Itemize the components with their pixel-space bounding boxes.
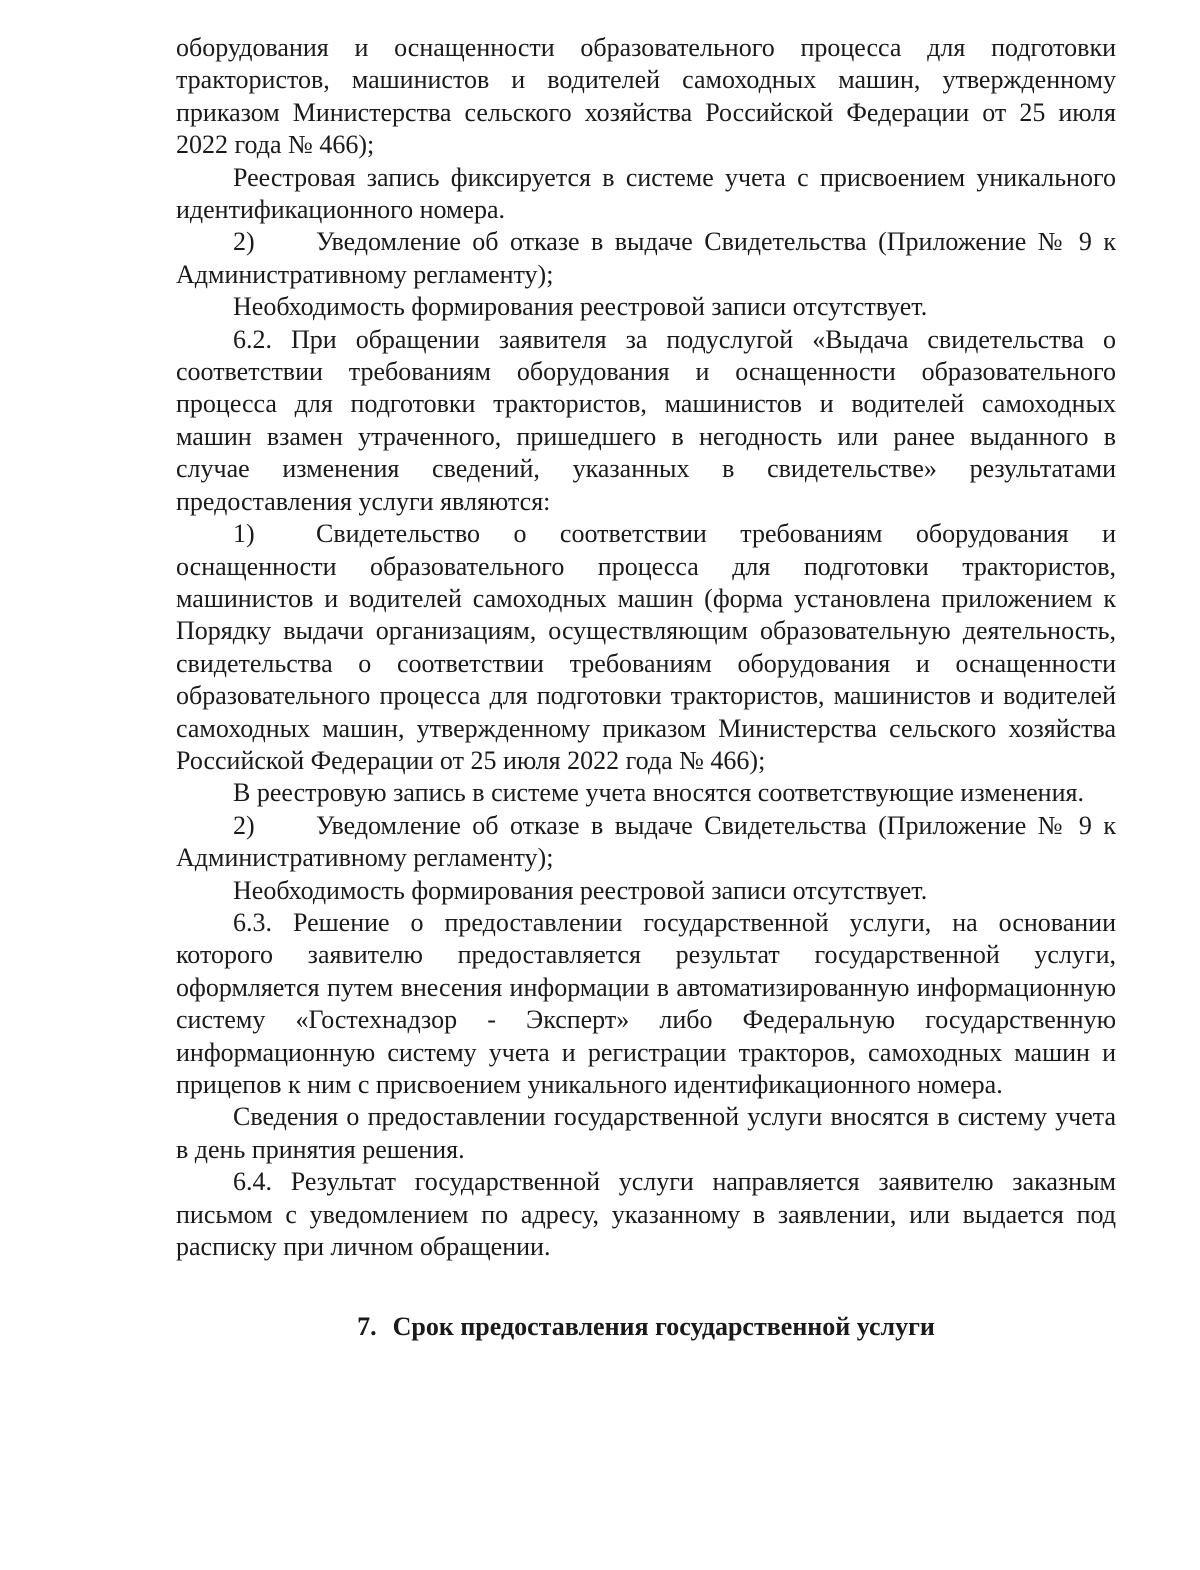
list-item-certificate [176,518,1116,777]
list-item-number: 2) [233,227,255,257]
list-item-number: 1) [233,519,255,549]
section-heading [176,1311,1116,1343]
list-item-text: Уведомление об отказе в выдаче Свидетельства (Приложение № 9 к Административному регламенту); [176,227,1116,289]
section-title: Срок предоставления государственной услуги [392,1312,935,1342]
list-item-refusal-notice-2 [176,810,1116,875]
list-item-refusal-notice-1 [176,226,1116,291]
document-page [176,32,1116,1344]
paragraph-6-2: 6.2. При обращении заявителя за подуслугой «Выдача свидетельства о соответствии требованиям оборудования и оснащенности образовательного процесса для подготовки трактористов, машинистов и водителей самоходных машин взамен утраченного, пришедшего в негодность или ранее выданного в случае изменения сведений, указанных в свидетельстве» результатами предоставления услуги являются: [176,324,1116,516]
list-item-number: 2) [233,810,255,840]
paragraph-registry-changes: В реестровую запись в системе учета вносятся соответствующие изменения. [233,778,1084,808]
paragraph-registry-entry: Реестровая запись фиксируется в системе учета с присвоением уникального идентификационного номера. [176,162,1116,225]
paragraph-no-registry-2: Необходимость формирования реестровой записи отсутствует. [233,875,928,905]
paragraph-6-3: 6.3. Решение о предоставлении государственной услуги, на основании которого заявителю предоставляется результат государственной услуги, оформляется путем внесения информации в автоматизированную информационную систему «Гостехнадзор - Эксперт» либо Федеральную государственную информационную систему учета и регистрации тракторов, самоходных машин и прицепов к ним с присвоением уникального идентификационного номера. [176,907,1116,1099]
paragraph-6-4: 6.4. Результат государственной услуги направляется заявителю заказным письмом с уведомлением по адресу, указанному в заявлении, или выдается под расписку при личном обращении. [176,1167,1116,1262]
paragraph-continuation: оборудования и оснащенности образовательного процесса для подготовки трактористов, машинистов и водителей самоходных машин, утвержденному приказом Министерства сельского хозяйства Российской Федерации от 25 июля 2022 года № 466); [176,33,1116,160]
paragraph-no-registry-1: Необходимость формирования реестровой записи отсутствует. [233,292,928,322]
list-item-text: Уведомление об отказе в выдаче Свидетельства (Приложение № 9 к Административному регламенту); [176,810,1116,873]
section-number: 7. [357,1312,377,1342]
paragraph-decision-date: Сведения о предоставлении государственной услуги вносятся в систему учета в день принятия решения. [176,1102,1116,1164]
list-item-text: Свидетельство о соответствии требованиям оборудования и оснащенности образовательного процесса для подготовки трактористов, машинистов и водителей самоходных машин (форма установлена приложением к Порядку выдачи организациям, осуществляющим образовательную деятельность, свидетельства о соответствии требованиям оборудования и оснащенности образовательного процесса для подготовки трактористов, машинистов и водителей самоходных машин, утвержденному приказом Министерства сельского хозяйства Российской Федерации от 25 июля 2022 года № 466); [176,519,1116,775]
